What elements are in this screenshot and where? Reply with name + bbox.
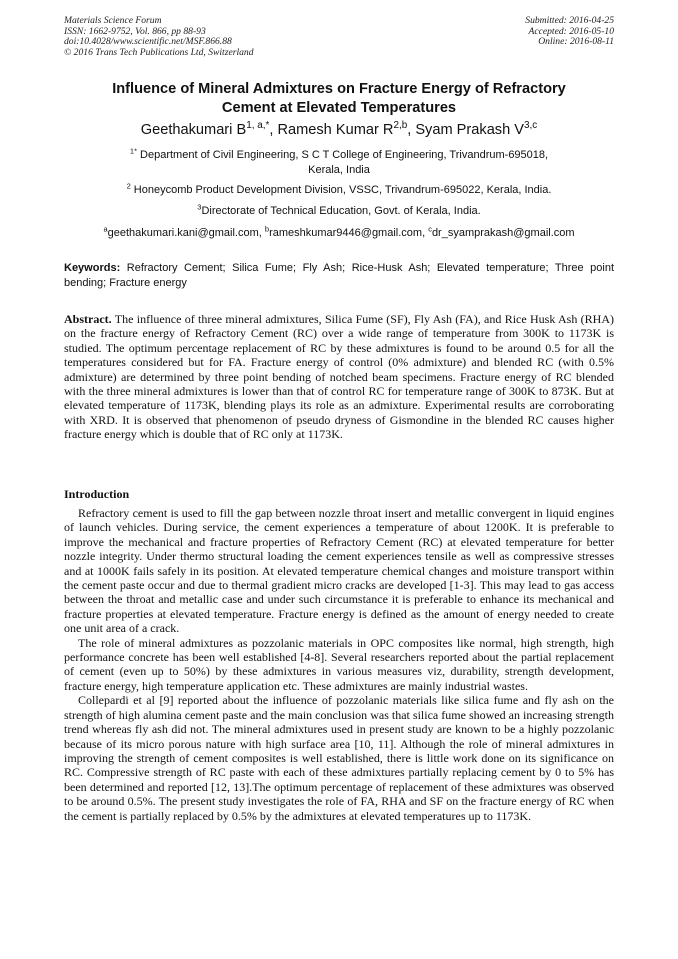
author-affiliation-mark: 3,c xyxy=(524,120,538,132)
affiliation-2 xyxy=(64,183,614,198)
abstract-label: Abstract. xyxy=(64,312,112,326)
author-separator: , xyxy=(407,122,416,138)
affiliation-text: Department of Civil Engineering, S C T College of Engineering, Trivandrum-695018, xyxy=(136,149,549,161)
issn-volume: ISSN: 1662-9752, Vol. 866, pp 88-93 xyxy=(64,25,206,37)
doi-link[interactable]: doi:10.4028/www.scientific.net/MSF.866.88 xyxy=(64,36,232,48)
accepted-date: Accepted: 2016-05-10 xyxy=(528,25,614,37)
submitted-date: Submitted: 2016-04-25 xyxy=(525,15,614,26)
author-name: Ramesh Kumar R xyxy=(277,122,394,138)
online-date: Online: 2016-08-11 xyxy=(538,36,614,48)
keywords-text: Refractory Cement; Silica Fume; Fly Ash; Rice-Husk Ash; Elevated temperature; Three point bending; Fracture energy xyxy=(64,262,614,289)
author-affiliation-mark: 2,b xyxy=(393,120,408,132)
email-mark: b xyxy=(264,224,270,234)
journal-info xyxy=(64,16,254,58)
email-link[interactable]: rameshkumar9446@gmail.com xyxy=(269,227,423,239)
keywords xyxy=(64,261,614,291)
title-line-1: Influence of Mineral Admixtures on Fracture Energy of Refractory xyxy=(112,81,566,97)
paper-title xyxy=(64,80,614,117)
affiliation-text: Directorate of Technical Education, Govt. of Kerala, India. xyxy=(201,205,481,217)
affiliation-mark: 1* xyxy=(129,146,137,156)
email-link[interactable]: geethakumari.kani@gmail.com xyxy=(107,227,259,239)
email-list xyxy=(64,226,614,241)
affiliation-mark: 3 xyxy=(197,202,202,212)
author-affiliation-mark: 1, a,* xyxy=(246,120,270,132)
paragraph: Collepardi et al [9] reported about the influence of pozzolanic materials like silica fume and fly ash on the strength of high alumina cement paste and the main conclusion was that silica fume showed an increasing strength trend whereas fly ash did not. The mineral admixtures used in present study are known to be a highly pozzolanic because of its micro porous nature with high surface area [10, 11]. Although the role of mineral admixtures in improving the strength of cement composites is well established, there is little work done on its significance on RC. Compressive strength of RC paste with each of these admixtures partially replacing cement by 0 to 5% has been determined and reported [12, 13].The optimum percentage of replacement of these admixtures was observed to be around 0.5%. The present study investigates the role of FA, RHA and SF on the fracture energy of RC when the cement is partially replaced by 0.5% by the admixtures at elevated temperatures up to 1173K. xyxy=(64,693,614,823)
email-link[interactable]: dr_syamprakash@gmail.com xyxy=(431,227,575,239)
keywords-label: Keywords: xyxy=(64,262,121,274)
copyright: © 2016 Trans Tech Publications Ltd, Switzerland xyxy=(64,46,254,58)
author-separator: , xyxy=(269,122,278,138)
abstract xyxy=(64,312,614,442)
email-mark: a xyxy=(103,224,108,234)
affiliation-text: Honeycomb Product Development Division, VSSC, Trivandrum-695022, Kerala, India. xyxy=(130,184,552,196)
affiliation-1 xyxy=(64,148,614,177)
journal-name: Materials Science Forum xyxy=(64,15,162,26)
affiliation-text: Kerala, India xyxy=(308,163,370,176)
affiliation-3 xyxy=(64,204,614,219)
paragraph: Refractory cement is used to fill the gap between nozzle throat insert and metallic convergent in liquid engines of launch vehicles. During service, the cement experiences a temperature of about 1200K. It is preferable to improve the mechanical and fracture properties of Refractory Cement (RC) at elevated temperature for better nozzle integrity. Under thermo structural loading the cement experiences tensile as well as compressive stresses and at 1000K fails safely in its position. At elevated temperature chemical changes and moisture transport within the cement paste occur and due to thermal gradient micro cracks are developed [1-3]. This may lead to gas access between the throat and metallic case and under such circumstance it is preferable to enhance its mechanical and fracture properties at elevated temperature. Fracture energy is defined as the amount of energy needed to create one unit area of a crack. xyxy=(64,506,614,636)
abstract-text: The influence of three mineral admixtures, Silica Fume (SF), Fly Ash (FA), and Rice Husk Ash (RHA) on the fracture energy of Refractory Cement (RC) over a wide range of temperature from 300K to 1173K is studied. The optimum percentage replacement of RC by these admixtures is found to be around 0.5 for all the temperatures considered but for FA. Fracture energy of control (0% admixture) and blended RC (with 0.5% admixture) are determined by three point bending of notched beam specimens. Fracture energy of RC blended with the three mineral admixtures is lower than that of control RC for temperature range of 300K to 873K. But at elevated temperature of 1173K, blending plays its role as an admixture. Experimental results are corroborating with XRD. It is observed that phenomenon of pseudo dryness of Gismondine in the blended RC causes higher fracture energy which is double that of RC only at 1173K. xyxy=(64,312,614,442)
publication-dates xyxy=(525,16,614,48)
paragraph: The role of mineral admixtures as pozzolanic materials in OPC composites like normal, high strength, high performance concrete has been well established [4-8]. Several researchers reported about the partial replacement of cement (even up to 50%) by these admixtures in various measures viz, durability, strength development, fracture energy, high temperature application etc. These admixtures are mainly industrial wastes. xyxy=(64,635,614,693)
email-separator: , xyxy=(258,227,265,239)
affiliation-mark: 2 xyxy=(126,181,131,191)
title-line-2: Cement at Elevated Temperatures xyxy=(221,99,457,116)
author-name: Geethakumari B xyxy=(140,122,247,138)
introduction-body xyxy=(64,506,614,823)
email-separator: , xyxy=(422,227,429,239)
email-mark: c xyxy=(428,224,432,234)
author-list xyxy=(64,120,614,140)
introduction-heading: Introduction xyxy=(64,487,130,501)
author-name: Syam Prakash V xyxy=(415,122,525,138)
